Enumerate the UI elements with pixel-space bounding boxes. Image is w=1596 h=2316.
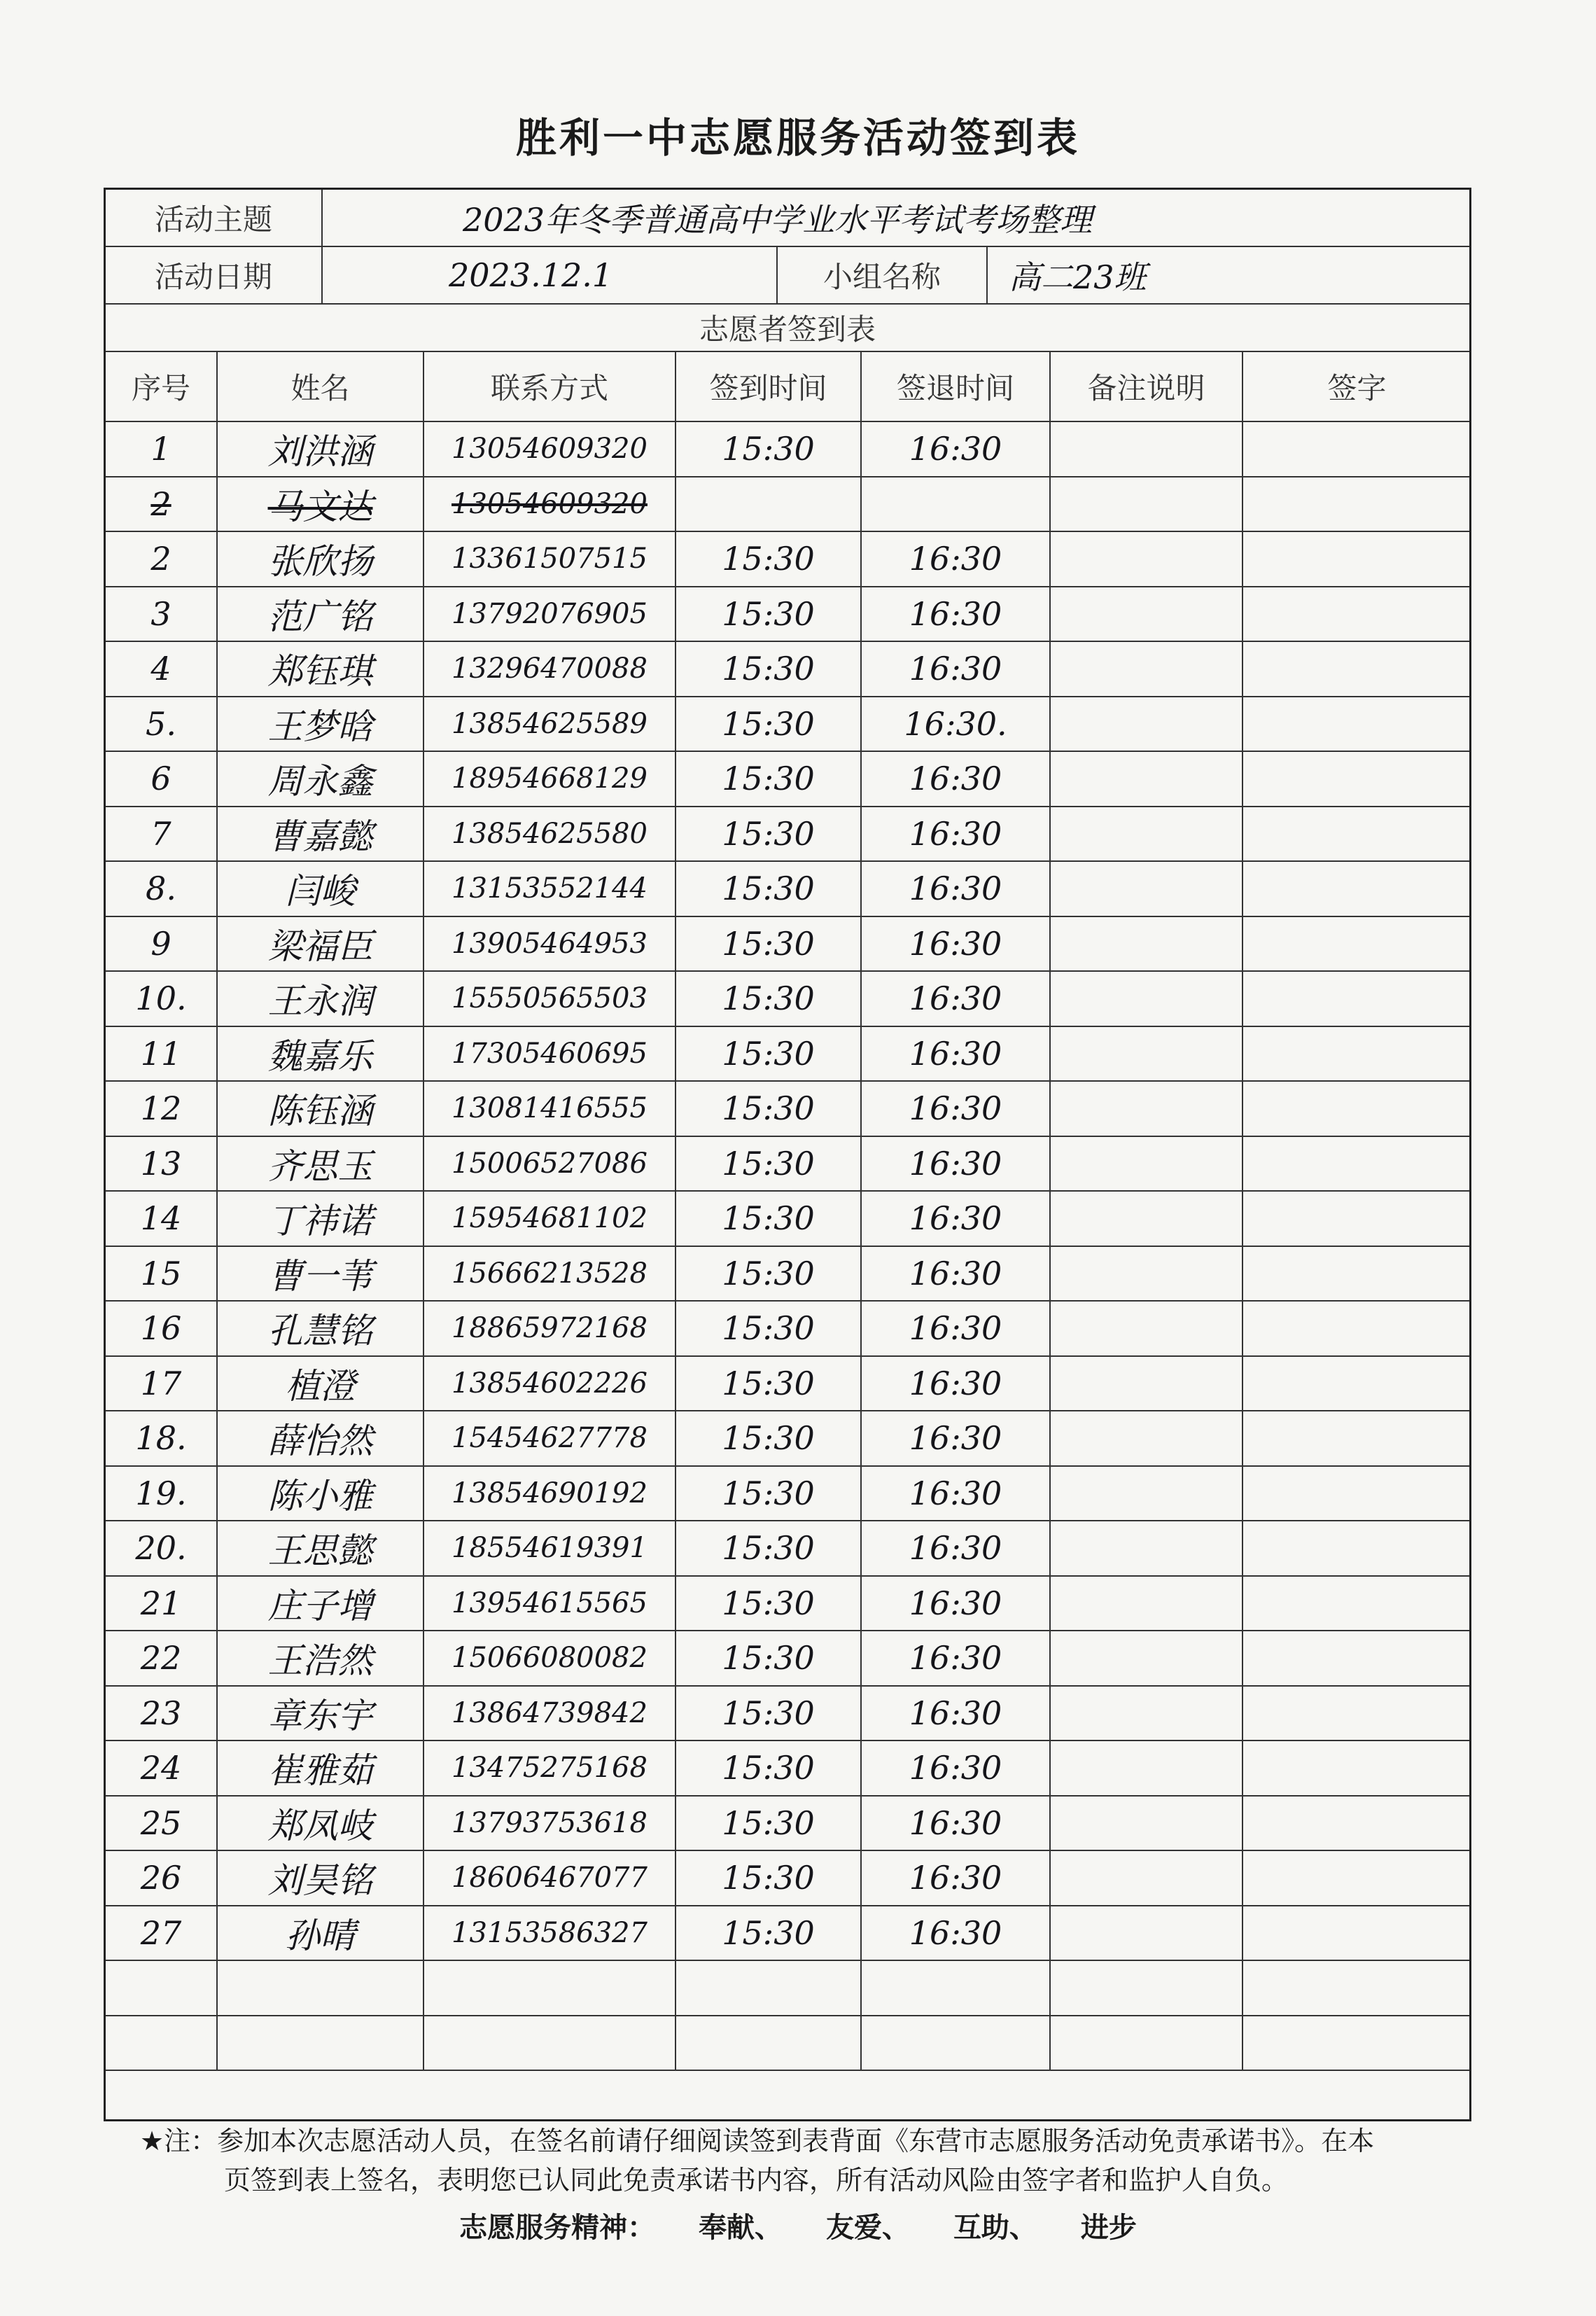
row-number: 10. bbox=[106, 972, 218, 1026]
remarks-cell bbox=[1051, 1961, 1243, 2015]
row-number: 3 bbox=[106, 587, 218, 641]
checkout-time: 16:30 bbox=[862, 1851, 1051, 1905]
row-number: 2 bbox=[106, 532, 218, 586]
checkout-time: 16:30 bbox=[862, 1797, 1051, 1850]
remarks-cell bbox=[1051, 1687, 1243, 1741]
row-number: 7 bbox=[106, 807, 218, 861]
row-number: 12 bbox=[106, 1082, 218, 1136]
checkin-time: 15:30 bbox=[676, 1906, 862, 1960]
group-value: 高二23班 bbox=[1009, 258, 1147, 296]
checkout-time: 16:30 bbox=[862, 1521, 1051, 1575]
remarks-cell bbox=[1051, 1247, 1243, 1301]
remarks-cell bbox=[1051, 972, 1243, 1026]
checkout-time bbox=[862, 2016, 1051, 2070]
volunteer-name: 王永润 bbox=[218, 972, 424, 1026]
spirit-item: 进步 bbox=[1080, 2212, 1137, 2244]
checkout-time: 16:30 bbox=[862, 917, 1051, 971]
checkin-time: 15:30 bbox=[676, 642, 862, 696]
phone-number: 13361507515 bbox=[424, 532, 676, 586]
phone-number: 13153586327 bbox=[424, 1906, 676, 1960]
phone-number: 13854602226 bbox=[424, 1357, 676, 1411]
signature-cell bbox=[1243, 1411, 1471, 1465]
phone-number bbox=[424, 2016, 676, 2070]
signature-cell bbox=[1243, 532, 1471, 586]
volunteer-name: 王思懿 bbox=[218, 1521, 424, 1575]
remarks-cell bbox=[1051, 697, 1243, 751]
row-number: 22 bbox=[106, 1631, 218, 1685]
checkout-time: 16:30 bbox=[862, 422, 1051, 476]
checkin-time: 15:30 bbox=[676, 1797, 862, 1850]
date-row bbox=[106, 247, 1469, 305]
signature-cell bbox=[1243, 1357, 1471, 1411]
signature-cell bbox=[1243, 1192, 1471, 1246]
phone-number: 13864739842 bbox=[424, 1687, 676, 1741]
row-number: 23 bbox=[106, 1687, 218, 1741]
table-row bbox=[106, 1137, 1469, 1192]
signature-cell bbox=[1243, 1797, 1471, 1850]
volunteer-name: 闫峻 bbox=[218, 862, 424, 916]
phone-number: 15006527086 bbox=[424, 1137, 676, 1191]
table-row bbox=[106, 1851, 1469, 1906]
table-row bbox=[106, 532, 1469, 587]
table-row bbox=[106, 1027, 1469, 1082]
col-header-checkin: 签到时间 bbox=[676, 352, 862, 421]
table-row bbox=[106, 1577, 1469, 1632]
checkin-time bbox=[676, 477, 862, 531]
row-number: 24 bbox=[106, 1741, 218, 1795]
remarks-cell bbox=[1051, 1192, 1243, 1246]
row-number: 1 bbox=[106, 422, 218, 476]
phone-number: 13081416555 bbox=[424, 1082, 676, 1136]
checkin-time: 15:30 bbox=[676, 1192, 862, 1246]
checkin-time: 15:30 bbox=[676, 1027, 862, 1081]
phone-number: 18954668129 bbox=[424, 752, 676, 806]
theme-label: 活动主题 bbox=[106, 190, 323, 246]
phone-number: 13054609320 bbox=[424, 477, 676, 531]
remarks-cell bbox=[1051, 752, 1243, 806]
signature-cell bbox=[1243, 477, 1471, 531]
col-header-remarks: 备注说明 bbox=[1051, 352, 1243, 421]
row-number: 8. bbox=[106, 862, 218, 916]
table-row bbox=[106, 587, 1469, 643]
checkin-time: 15:30 bbox=[676, 807, 862, 861]
checkout-time bbox=[862, 1961, 1051, 2015]
phone-number: 13954615565 bbox=[424, 1577, 676, 1631]
col-header-checkout: 签退时间 bbox=[862, 352, 1051, 421]
phone-number: 15666213528 bbox=[424, 1247, 676, 1301]
checkout-time: 16:30 bbox=[862, 1137, 1051, 1191]
table-row bbox=[106, 807, 1469, 863]
volunteer-name: 孙晴 bbox=[218, 1906, 424, 1960]
volunteer-name: 魏嘉乐 bbox=[218, 1027, 424, 1081]
signature-cell bbox=[1243, 1137, 1471, 1191]
row-number: 17 bbox=[106, 1357, 218, 1411]
volunteer-name: 周永鑫 bbox=[218, 752, 424, 806]
sheet-subtitle: 志愿者签到表 bbox=[699, 312, 876, 347]
row-number: 26 bbox=[106, 1851, 218, 1905]
signature-cell bbox=[1243, 1521, 1471, 1575]
volunteer-name: 郑凤岐 bbox=[218, 1797, 424, 1850]
checkout-time: 16:30 bbox=[862, 1467, 1051, 1521]
phone-number: 13854690192 bbox=[424, 1467, 676, 1521]
remarks-cell bbox=[1051, 1302, 1243, 1355]
signature-cell bbox=[1243, 587, 1471, 641]
footer-note bbox=[140, 2121, 1470, 2200]
volunteer-name: 崔雅茹 bbox=[218, 1741, 424, 1795]
signature-cell bbox=[1243, 752, 1471, 806]
signature-cell bbox=[1243, 1741, 1471, 1795]
checkout-time: 16:30 bbox=[862, 1302, 1051, 1355]
checkin-time: 15:30 bbox=[676, 697, 862, 751]
table-row bbox=[106, 917, 1469, 972]
signature-cell bbox=[1243, 422, 1471, 476]
remarks-cell bbox=[1051, 2016, 1243, 2070]
volunteer-name: 王梦晗 bbox=[218, 697, 424, 751]
theme-row bbox=[106, 190, 1469, 247]
checkin-time: 15:30 bbox=[676, 972, 862, 1026]
phone-number: 13054609320 bbox=[424, 422, 676, 476]
volunteer-name: 丁祎诺 bbox=[218, 1192, 424, 1246]
volunteer-name: 植澄 bbox=[218, 1357, 424, 1411]
phone-number: 15454627778 bbox=[424, 1411, 676, 1465]
checkin-time: 15:30 bbox=[676, 422, 862, 476]
signature-cell bbox=[1243, 1302, 1471, 1355]
remarks-cell bbox=[1051, 1467, 1243, 1521]
signin-sheet bbox=[104, 188, 1471, 2121]
row-number: 5. bbox=[106, 697, 218, 751]
checkout-time: 16:30 bbox=[862, 642, 1051, 696]
checkout-time: 16:30 bbox=[862, 1192, 1051, 1246]
table-row bbox=[106, 1192, 1469, 1247]
row-number: 9 bbox=[106, 917, 218, 971]
table-row bbox=[106, 1961, 1469, 2016]
col-header-name: 姓名 bbox=[218, 352, 424, 421]
row-number: 4 bbox=[106, 642, 218, 696]
row-number bbox=[106, 2016, 218, 2070]
remarks-cell bbox=[1051, 807, 1243, 861]
volunteer-name: 曹嘉懿 bbox=[218, 807, 424, 861]
signature-cell bbox=[1243, 1082, 1471, 1136]
checkout-time: 16:30. bbox=[862, 697, 1051, 751]
table-row bbox=[106, 697, 1469, 753]
signature-cell bbox=[1243, 697, 1471, 751]
table-row bbox=[106, 862, 1469, 917]
remarks-cell bbox=[1051, 642, 1243, 696]
volunteer-name: 陈小雅 bbox=[218, 1467, 424, 1521]
signature-cell bbox=[1243, 807, 1471, 861]
checkin-time: 15:30 bbox=[676, 1687, 862, 1741]
signature-cell bbox=[1243, 1961, 1471, 2015]
phone-number: 13475275168 bbox=[424, 1741, 676, 1795]
row-number: 11 bbox=[106, 1027, 218, 1081]
remarks-cell bbox=[1051, 1357, 1243, 1411]
checkout-time: 16:30 bbox=[862, 752, 1051, 806]
remarks-cell bbox=[1051, 477, 1243, 531]
remarks-cell bbox=[1051, 1797, 1243, 1850]
spirit-label: 志愿服务精神： bbox=[459, 2212, 656, 2244]
remarks-cell bbox=[1051, 862, 1243, 916]
checkout-time: 16:30 bbox=[862, 807, 1051, 861]
checkin-time: 15:30 bbox=[676, 1411, 862, 1465]
volunteer-name: 庄子增 bbox=[218, 1577, 424, 1631]
phone-number: 13153552144 bbox=[424, 862, 676, 916]
volunteer-name: 刘洪涵 bbox=[218, 422, 424, 476]
checkin-time: 15:30 bbox=[676, 1137, 862, 1191]
remarks-cell bbox=[1051, 1027, 1243, 1081]
remarks-cell bbox=[1051, 1851, 1243, 1905]
signature-cell bbox=[1243, 1631, 1471, 1685]
signature-cell bbox=[1243, 1577, 1471, 1631]
checkin-time: 15:30 bbox=[676, 1631, 862, 1685]
checkout-time: 16:30 bbox=[862, 1357, 1051, 1411]
note-line-1: ★注：参加本次志愿活动人员，在签名前请仔细阅读签到表背面《东营市志愿服务活动免责承诺书》。在本 bbox=[140, 2126, 1375, 2156]
row-number: 25 bbox=[106, 1797, 218, 1850]
volunteer-name: 范广铭 bbox=[218, 587, 424, 641]
subtitle-row bbox=[106, 305, 1469, 352]
row-number: 21 bbox=[106, 1577, 218, 1631]
remarks-cell bbox=[1051, 1741, 1243, 1795]
row-number: 18. bbox=[106, 1411, 218, 1465]
table-row bbox=[106, 1631, 1469, 1687]
volunteer-name: 郑钰琪 bbox=[218, 642, 424, 696]
table-row bbox=[106, 1906, 1469, 1962]
checkout-time: 16:30 bbox=[862, 1741, 1051, 1795]
theme-value: 2023年冬季普通高中学业水平考试考场整理 bbox=[463, 201, 1093, 239]
row-number: 2 bbox=[106, 477, 218, 531]
table-row bbox=[106, 1247, 1469, 1302]
checkout-time: 16:30 bbox=[862, 1411, 1051, 1465]
row-number: 20. bbox=[106, 1521, 218, 1575]
col-header-no: 序号 bbox=[106, 352, 218, 421]
volunteer-name: 章东宇 bbox=[218, 1687, 424, 1741]
remarks-cell bbox=[1051, 1411, 1243, 1465]
table-row bbox=[106, 477, 1469, 533]
signature-cell bbox=[1243, 862, 1471, 916]
signature-cell bbox=[1243, 2016, 1471, 2070]
phone-number: 13854625580 bbox=[424, 807, 676, 861]
table-row bbox=[106, 1411, 1469, 1467]
checkin-time: 15:30 bbox=[676, 1851, 862, 1905]
checkin-time: 15:30 bbox=[676, 1357, 862, 1411]
note-line-2: 页签到表上签名，表明您已认同此免责承诺书内容，所有活动风险由签字者和监护人自负。 bbox=[224, 2165, 1289, 2196]
phone-number: 13296470088 bbox=[424, 642, 676, 696]
remarks-cell bbox=[1051, 1137, 1243, 1191]
checkin-time: 15:30 bbox=[676, 1302, 862, 1355]
checkout-time: 16:30 bbox=[862, 1687, 1051, 1741]
phone-number: 13793753618 bbox=[424, 1797, 676, 1850]
table-row bbox=[106, 1687, 1469, 1742]
spirit-item: 友爱、 bbox=[826, 2212, 910, 2244]
phone-number: 18554619391 bbox=[424, 1521, 676, 1575]
col-header-phone: 联系方式 bbox=[424, 352, 676, 421]
row-number: 13 bbox=[106, 1137, 218, 1191]
signature-cell bbox=[1243, 972, 1471, 1026]
remarks-cell bbox=[1051, 1521, 1243, 1575]
spirit-item: 奉献、 bbox=[699, 2212, 783, 2244]
volunteer-name: 梁福臣 bbox=[218, 917, 424, 971]
checkout-time: 16:30 bbox=[862, 1082, 1051, 1136]
phone-number: 18606467077 bbox=[424, 1851, 676, 1905]
remarks-cell bbox=[1051, 1631, 1243, 1685]
table-row bbox=[106, 642, 1469, 697]
checkin-time: 15:30 bbox=[676, 587, 862, 641]
checkout-time: 16:30 bbox=[862, 1631, 1051, 1685]
volunteer-name: 齐思玉 bbox=[218, 1137, 424, 1191]
signature-cell bbox=[1243, 1027, 1471, 1081]
table-row bbox=[106, 972, 1469, 1027]
date-value: 2023.12.1 bbox=[323, 247, 778, 303]
signature-cell bbox=[1243, 1467, 1471, 1521]
volunteer-name bbox=[218, 2016, 424, 2070]
table-row bbox=[106, 1521, 1469, 1577]
signature-cell bbox=[1243, 917, 1471, 971]
checkin-time bbox=[676, 1961, 862, 2015]
column-header-row bbox=[106, 352, 1469, 422]
table-row bbox=[106, 422, 1469, 477]
table-row bbox=[106, 1302, 1469, 1357]
remarks-cell bbox=[1051, 532, 1243, 586]
phone-number: 15954681102 bbox=[424, 1192, 676, 1246]
row-number: 19. bbox=[106, 1467, 218, 1521]
remarks-cell bbox=[1051, 917, 1243, 971]
checkin-time: 15:30 bbox=[676, 532, 862, 586]
table-row bbox=[106, 1741, 1469, 1797]
signature-cell bbox=[1243, 1851, 1471, 1905]
phone-number: 15550565503 bbox=[424, 972, 676, 1026]
phone-number: 13905464953 bbox=[424, 917, 676, 971]
table-row bbox=[106, 2016, 1469, 2072]
checkin-time: 15:30 bbox=[676, 1577, 862, 1631]
checkout-time: 16:30 bbox=[862, 1247, 1051, 1301]
row-number: 16 bbox=[106, 1302, 218, 1355]
volunteer-name bbox=[218, 1961, 424, 2015]
volunteer-name: 张欣扬 bbox=[218, 532, 424, 586]
phone-number: 13792076905 bbox=[424, 587, 676, 641]
checkin-time: 15:30 bbox=[676, 752, 862, 806]
volunteer-name: 陈钰涵 bbox=[218, 1082, 424, 1136]
date-label: 活动日期 bbox=[106, 247, 323, 303]
checkin-time bbox=[676, 2016, 862, 2070]
row-number: 15 bbox=[106, 1247, 218, 1301]
volunteer-name: 薛怡然 bbox=[218, 1411, 424, 1465]
group-label: 小组名称 bbox=[778, 247, 988, 303]
signature-cell bbox=[1243, 642, 1471, 696]
remarks-cell bbox=[1051, 1577, 1243, 1631]
volunteer-name: 马文达 bbox=[218, 477, 424, 531]
spirit-item: 互助、 bbox=[953, 2212, 1037, 2244]
table-row bbox=[106, 1082, 1469, 1137]
table-row bbox=[106, 1467, 1469, 1522]
phone-number: 18865972168 bbox=[424, 1302, 676, 1355]
volunteer-name: 孔慧铭 bbox=[218, 1302, 424, 1355]
volunteer-name: 刘昊铭 bbox=[218, 1851, 424, 1905]
volunteer-name: 王浩然 bbox=[218, 1631, 424, 1685]
remarks-cell bbox=[1051, 1906, 1243, 1960]
phone-number: 17305460695 bbox=[424, 1027, 676, 1081]
remarks-cell bbox=[1051, 587, 1243, 641]
phone-number: 15066080082 bbox=[424, 1631, 676, 1685]
phone-number: 13854625589 bbox=[424, 697, 676, 751]
checkin-time: 15:30 bbox=[676, 917, 862, 971]
page-title: 胜利一中志愿服务活动签到表 bbox=[515, 114, 1080, 162]
signature-cell bbox=[1243, 1687, 1471, 1741]
checkout-time: 16:30 bbox=[862, 862, 1051, 916]
table-row bbox=[106, 752, 1469, 807]
checkout-time bbox=[862, 477, 1051, 531]
row-number: 27 bbox=[106, 1906, 218, 1960]
checkin-time: 15:30 bbox=[676, 1741, 862, 1795]
remarks-cell bbox=[1051, 1082, 1243, 1136]
table-row bbox=[106, 1357, 1469, 1412]
checkout-time: 16:30 bbox=[862, 1577, 1051, 1631]
row-number: 14 bbox=[106, 1192, 218, 1246]
signature-cell bbox=[1243, 1247, 1471, 1301]
remarks-cell bbox=[1051, 422, 1243, 476]
checkout-time: 16:30 bbox=[862, 1906, 1051, 1960]
checkin-time: 15:30 bbox=[676, 1467, 862, 1521]
col-header-signature: 签字 bbox=[1327, 371, 1387, 405]
checkout-time: 16:30 bbox=[862, 1027, 1051, 1081]
checkin-time: 15:30 bbox=[676, 862, 862, 916]
table-row bbox=[106, 1797, 1469, 1852]
checkin-time: 15:30 bbox=[676, 1082, 862, 1136]
checkout-time: 16:30 bbox=[862, 587, 1051, 641]
row-number bbox=[106, 1961, 218, 2015]
volunteer-spirit bbox=[0, 2205, 1596, 2245]
row-number: 6 bbox=[106, 752, 218, 806]
checkin-time: 15:30 bbox=[676, 1521, 862, 1575]
checkin-time: 15:30 bbox=[676, 1247, 862, 1301]
phone-number bbox=[424, 1961, 676, 2015]
signature-cell bbox=[1243, 1906, 1471, 1960]
checkout-time: 16:30 bbox=[862, 532, 1051, 586]
checkout-time: 16:30 bbox=[862, 972, 1051, 1026]
volunteer-name: 曹一苇 bbox=[218, 1247, 424, 1301]
